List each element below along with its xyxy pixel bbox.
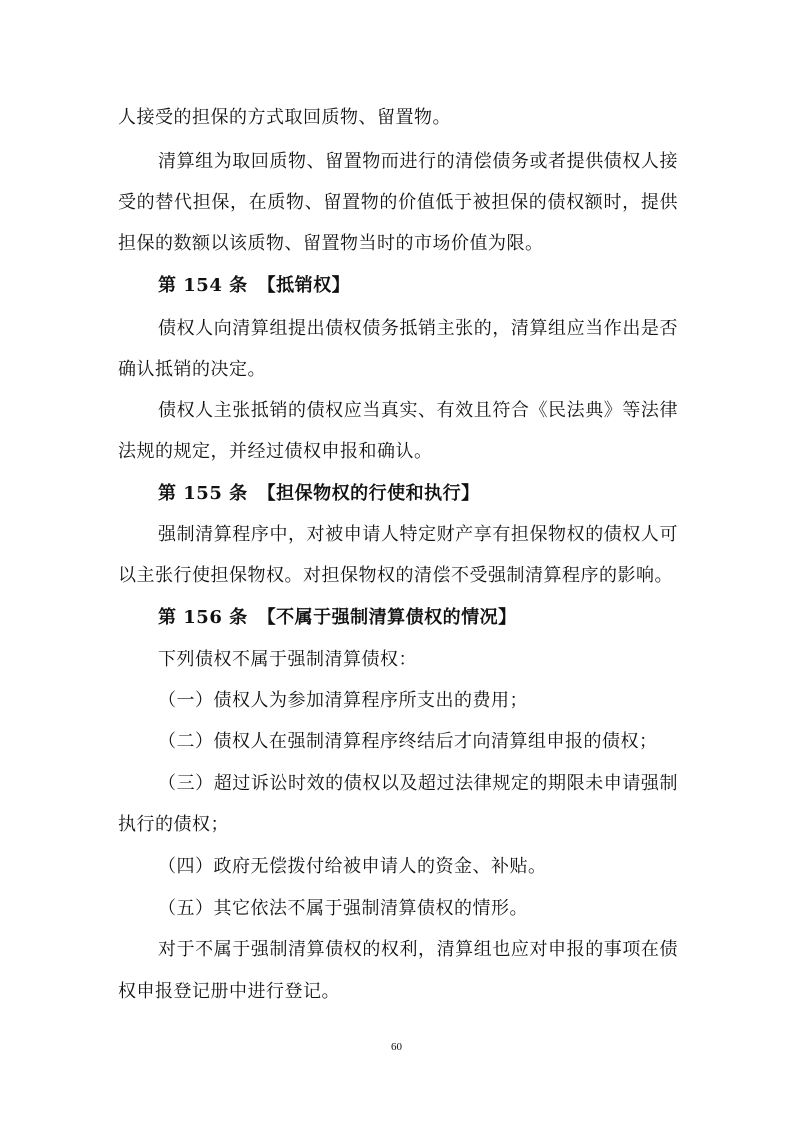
page-number: 60 [391,1041,402,1053]
article-heading-156 [158,606,517,630]
paragraph-line: 权申报登记册中进行登记。 [118,981,340,1002]
paragraph-line: 债权人向清算组提出债权债务抵销主张的，清算组应当作出是否 [158,318,678,339]
article-heading-154 [158,274,350,298]
paragraph-line: 受的替代担保，在质物、留置物的价值低于被担保的债权额时，提供 [118,192,678,213]
article-title: 【担保物权的行使和执行】 [257,483,480,504]
paragraph-line: 人接受的担保的方式取回质物、留置物。 [118,107,451,128]
paragraph-line: 法规的规定，并经过债权申报和确认。 [118,441,433,462]
paragraph-line: 确认抵销的决定。 [118,359,266,380]
list-item: （三）超过诉讼时效的债权以及超过法律规定的期限未申请强制 [158,773,678,794]
article-number: 第 156 条 [158,607,248,628]
article-number: 第 155 条 [158,483,248,504]
article-number: 第 154 条 [158,275,248,296]
article-heading-155 [158,482,480,506]
paragraph-line: 以主张行使担保物权。对担保物权的清偿不受强制清算程序的影响。 [118,565,673,586]
list-item: （四）政府无偿拨付给被申请人的资金、补贴。 [158,856,547,877]
paragraph-line: 清算组为取回质物、留置物而进行的清偿债务或者提供债权人接 [158,151,678,172]
list-item: （一）债权人为参加清算程序所支出的费用； [158,690,528,711]
list-item-continuation: 执行的债权； [118,814,229,835]
article-title: 【抵销权】 [257,275,351,296]
paragraph-line: 强制清算程序中，对被申请人特定财产享有担保物权的债权人可 [158,524,678,545]
paragraph-line: 对于不属于强制清算债权的权利，清算组也应对申报的事项在债 [158,939,678,960]
paragraph-line: 下列债权不属于强制清算债权： [158,649,417,670]
list-item: （二）债权人在强制清算程序终结后才向清算组申报的债权； [158,731,658,752]
article-title: 【不属于强制清算债权的情况】 [257,607,517,628]
paragraph-line: 担保的数额以该质物、留置物当时的市场价值为限。 [118,233,544,254]
list-item: （五）其它依法不属于强制清算债权的情形。 [158,898,528,919]
paragraph-line: 债权人主张抵销的债权应当真实、有效且符合《民法典》等法律 [158,400,678,421]
